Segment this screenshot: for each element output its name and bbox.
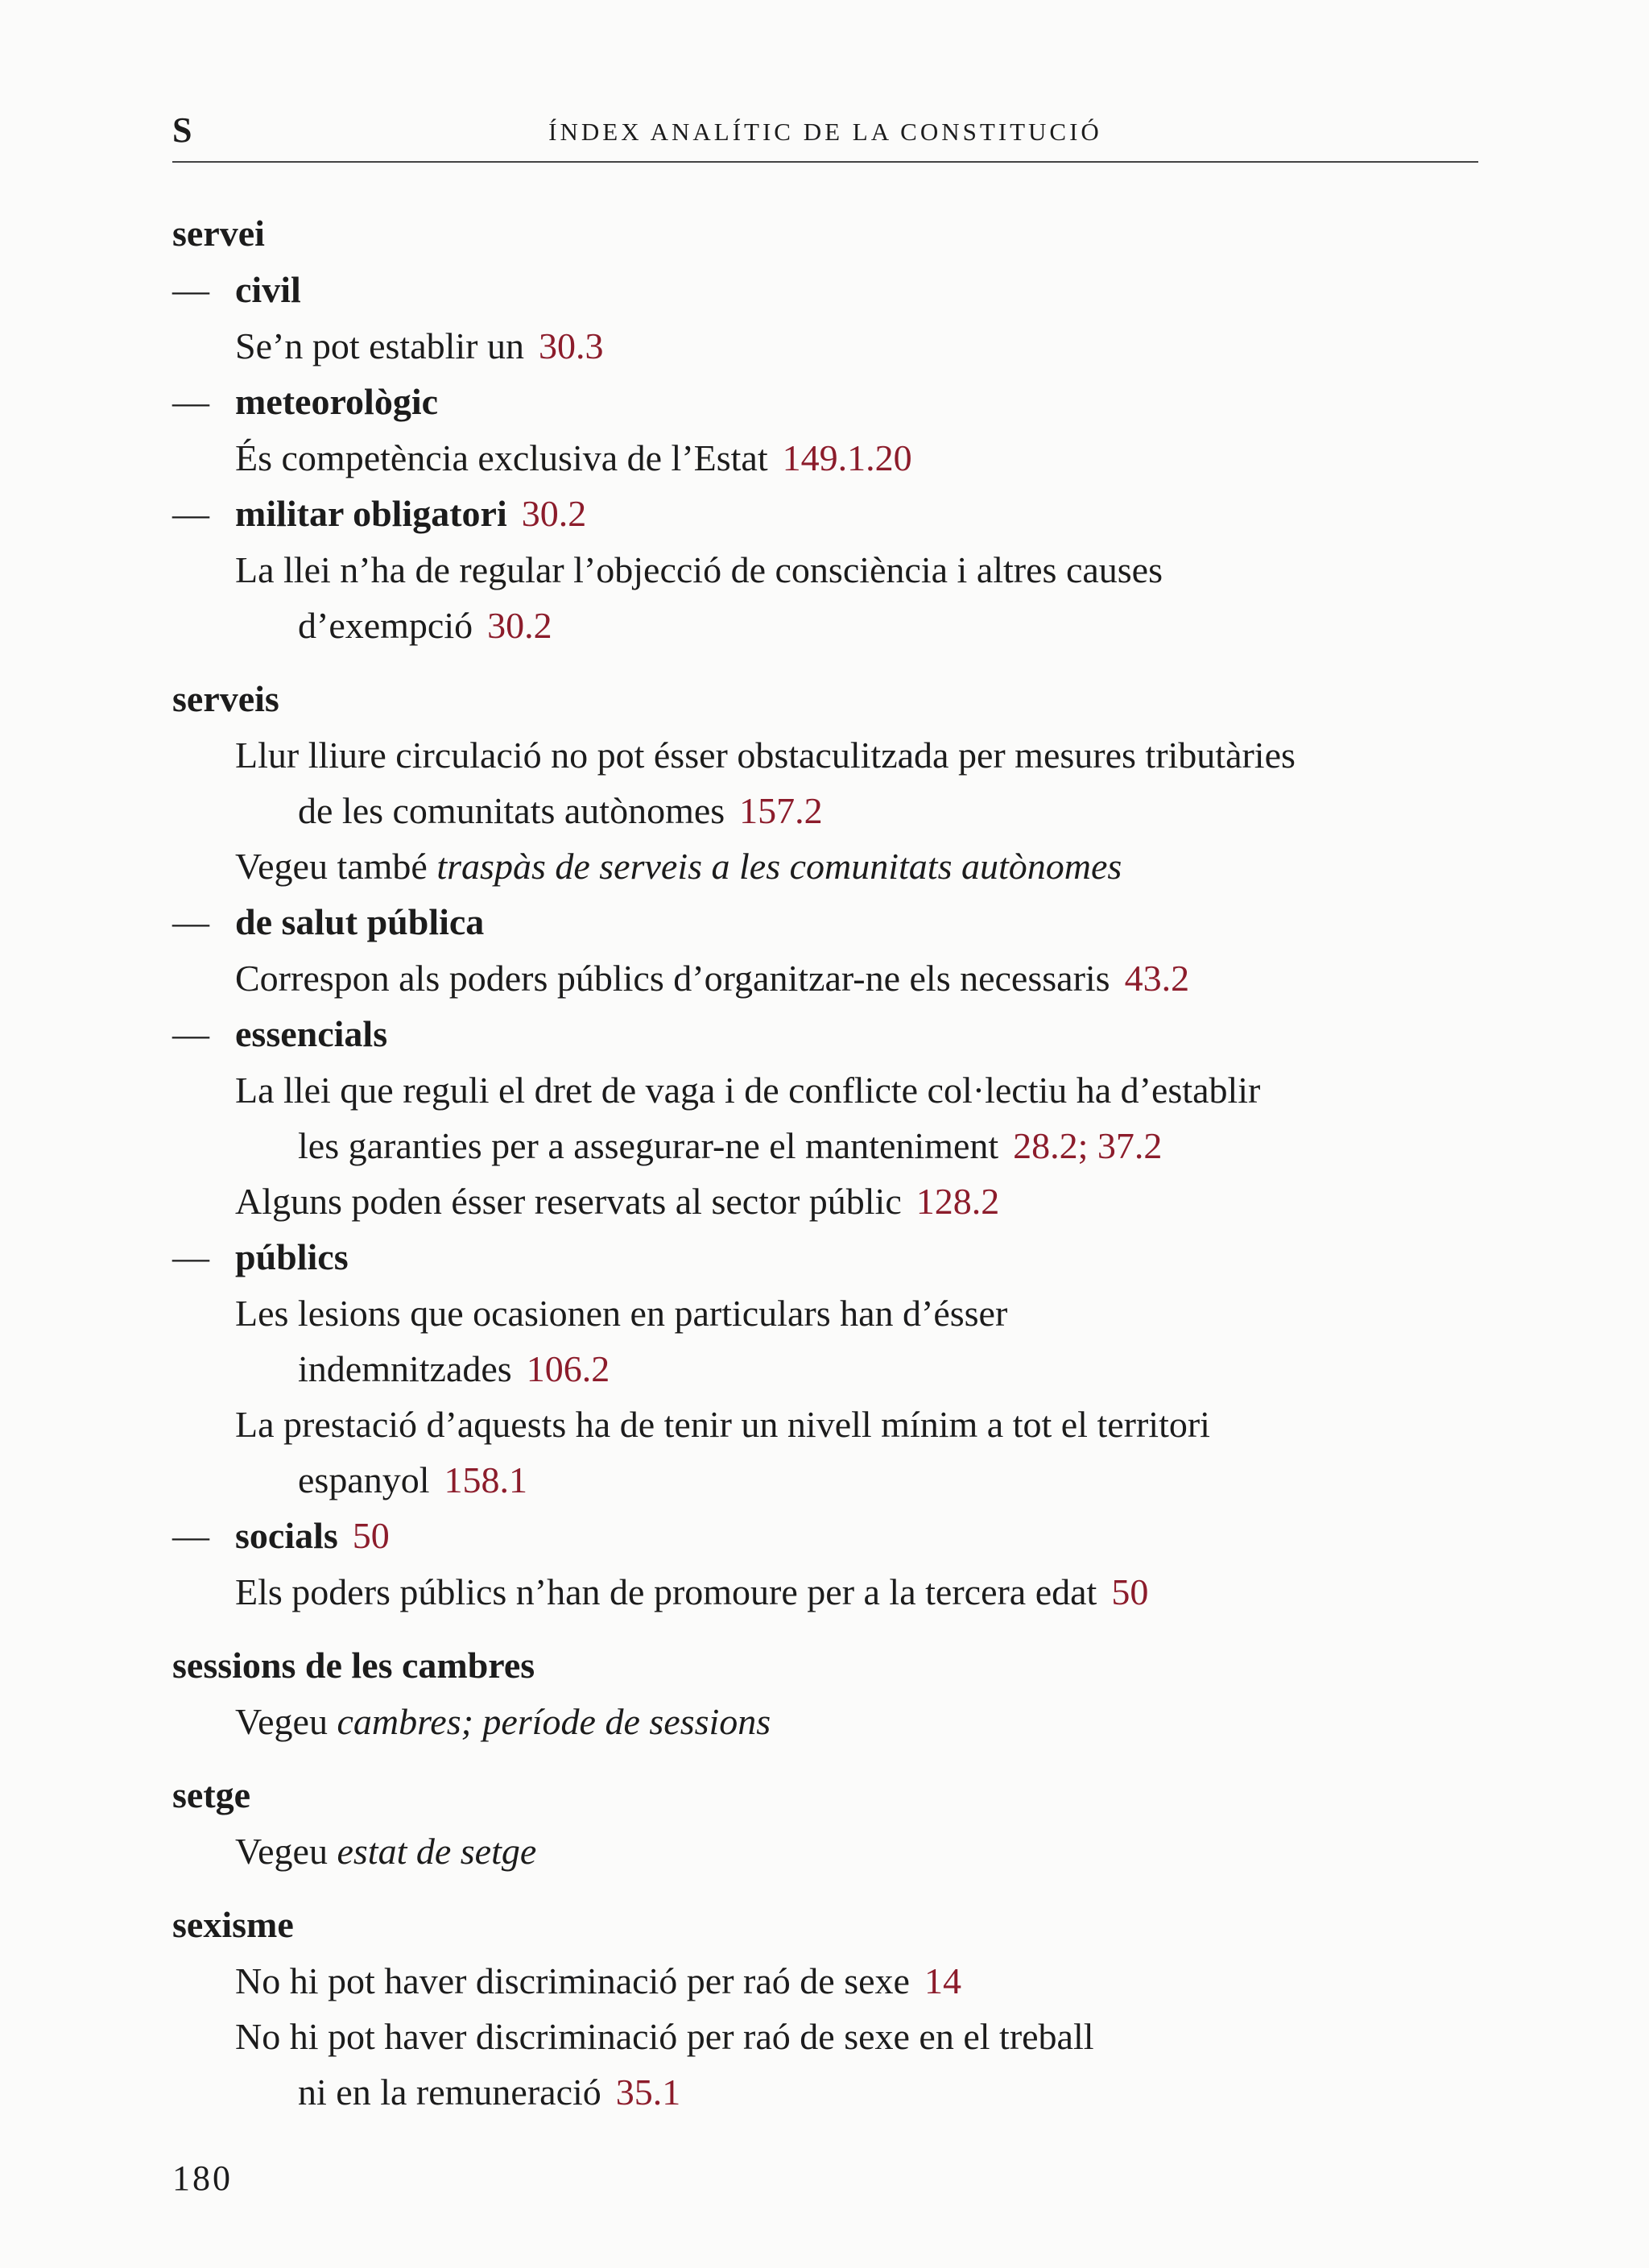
subterm-label: públics [235, 1236, 349, 1277]
see-also-line [172, 838, 1501, 894]
index-term: serveis [172, 678, 279, 719]
index-line [172, 950, 1501, 1006]
index-subterm [172, 262, 1501, 318]
line-continuation [235, 783, 1501, 838]
see-target: estat de setge [337, 1831, 537, 1872]
subterm-dash: — [172, 493, 209, 534]
line-text: La llei que reguli el dret de vaga i de conflicte col·lectiu ha d’establir [235, 1070, 1261, 1111]
see-target: cambres; període de sessions [337, 1701, 771, 1742]
article-reference: 28.2; 37.2 [1013, 1125, 1163, 1166]
index-subterm [172, 1229, 1501, 1285]
page-header [172, 110, 1478, 163]
subterm-dash: — [172, 1236, 209, 1277]
see-line [172, 1823, 1501, 1879]
index-line [172, 542, 1501, 653]
article-reference: 35.1 [615, 2071, 681, 2113]
line-text: Els poders públics n’han de promoure per a la tercera edat [235, 1571, 1097, 1612]
line-text: És competència exclusiva de l’Estat [235, 437, 768, 478]
subterm-label: militar obligatori [235, 493, 507, 534]
index-term: setge [172, 1774, 251, 1815]
article-reference: 106.2 [526, 1348, 610, 1389]
subterm-dash: — [172, 1515, 209, 1556]
index-subterm [172, 1006, 1501, 1062]
see-target: traspàs de serveis a les comunitats autònomes [436, 846, 1122, 887]
line-continuation-text: ni en la remuneració [298, 2071, 601, 2113]
line-text: No hi pot haver discriminació per raó de sexe [235, 1960, 910, 2001]
article-reference: 50 [1111, 1571, 1149, 1612]
line-continuation [235, 598, 1501, 653]
index-subterm [172, 894, 1501, 950]
line-text: No hi pot haver discriminació per raó de sexe en el treball [235, 2016, 1094, 2057]
subterm-label: meteorològic [235, 381, 439, 422]
line-text: Correspon als poders públics d’organitzar-ne els necessaris [235, 958, 1110, 999]
index-term: sexisme [172, 1904, 294, 1945]
line-continuation [235, 1452, 1501, 1508]
article-reference: 30.3 [539, 325, 604, 366]
line-continuation [235, 1341, 1501, 1397]
article-reference: 30.2 [487, 605, 552, 646]
index-line [172, 727, 1501, 838]
line-text: Se’n pot establir un [235, 325, 524, 366]
article-reference: 14 [924, 1960, 961, 2001]
index-line [172, 1564, 1501, 1620]
subterm-dash: — [172, 901, 209, 942]
see-line [172, 1694, 1501, 1749]
index-term: sessions de les cambres [172, 1645, 535, 1686]
line-continuation [235, 2064, 1501, 2120]
subterm-label: essencials [235, 1013, 388, 1054]
line-text: Llur lliure circulació no pot ésser obstaculitzada per mesures tributàries [235, 735, 1296, 776]
line-text: La prestació d’aquests ha de tenir un nivell mínim a tot el territori [235, 1404, 1210, 1445]
index-line [172, 1397, 1501, 1508]
article-reference: 50 [352, 1515, 390, 1556]
index-line [172, 1285, 1501, 1397]
line-text: La llei n’ha de regular l’objecció de consciència i altres causes [235, 549, 1163, 590]
article-reference: 158.1 [444, 1459, 528, 1500]
page-number: 180 [172, 2158, 233, 2198]
index-term: servei [172, 213, 265, 254]
line-text: Alguns poden ésser reservats al sector públic [235, 1181, 902, 1222]
line-continuation [235, 1118, 1501, 1173]
index-subterm [172, 486, 1501, 542]
line-continuation-text: d’exempció [298, 605, 473, 646]
subterm-dash: — [172, 381, 209, 422]
index-entry [172, 205, 1501, 653]
line-continuation-text: indemnitzades [298, 1348, 512, 1389]
index-line [172, 318, 1501, 374]
subterm-label: de salut pública [235, 901, 485, 942]
index-entry [172, 671, 1501, 1620]
see-prefix: Vegeu també [235, 846, 428, 887]
article-reference: 43.2 [1124, 958, 1190, 999]
article-reference: 128.2 [915, 1181, 1000, 1222]
index-line [172, 2009, 1501, 2120]
line-text: Les lesions que ocasionen en particulars han d’ésser [235, 1293, 1008, 1334]
index-subterm [172, 1508, 1501, 1564]
subterm-dash: — [172, 269, 209, 310]
index-entry [172, 1767, 1501, 1879]
article-reference: 30.2 [521, 493, 587, 534]
line-continuation-text: espanyol [298, 1459, 430, 1500]
index-entry [172, 1637, 1501, 1749]
index-line [172, 1062, 1501, 1173]
index-line [172, 1953, 1501, 2009]
line-continuation-text: de les comunitats autònomes [298, 790, 725, 831]
index-line [172, 430, 1501, 486]
running-title: ÍNDEX ANALÍTIC DE LA CONSTITUCIÓ [548, 118, 1102, 146]
article-reference: 157.2 [739, 790, 823, 831]
section-letter: S [172, 110, 192, 150]
article-reference: 149.1.20 [782, 437, 912, 478]
index-content [172, 205, 1501, 2138]
index-entry [172, 1897, 1501, 2120]
index-subterm [172, 374, 1501, 430]
see-prefix: Vegeu [235, 1701, 328, 1742]
line-continuation-text: les garanties per a assegurar-ne el manteniment [298, 1125, 999, 1166]
subterm-label: socials [235, 1515, 338, 1556]
see-prefix: Vegeu [235, 1831, 328, 1872]
index-line [172, 1173, 1501, 1229]
subterm-dash: — [172, 1013, 209, 1054]
subterm-label: civil [235, 269, 301, 310]
